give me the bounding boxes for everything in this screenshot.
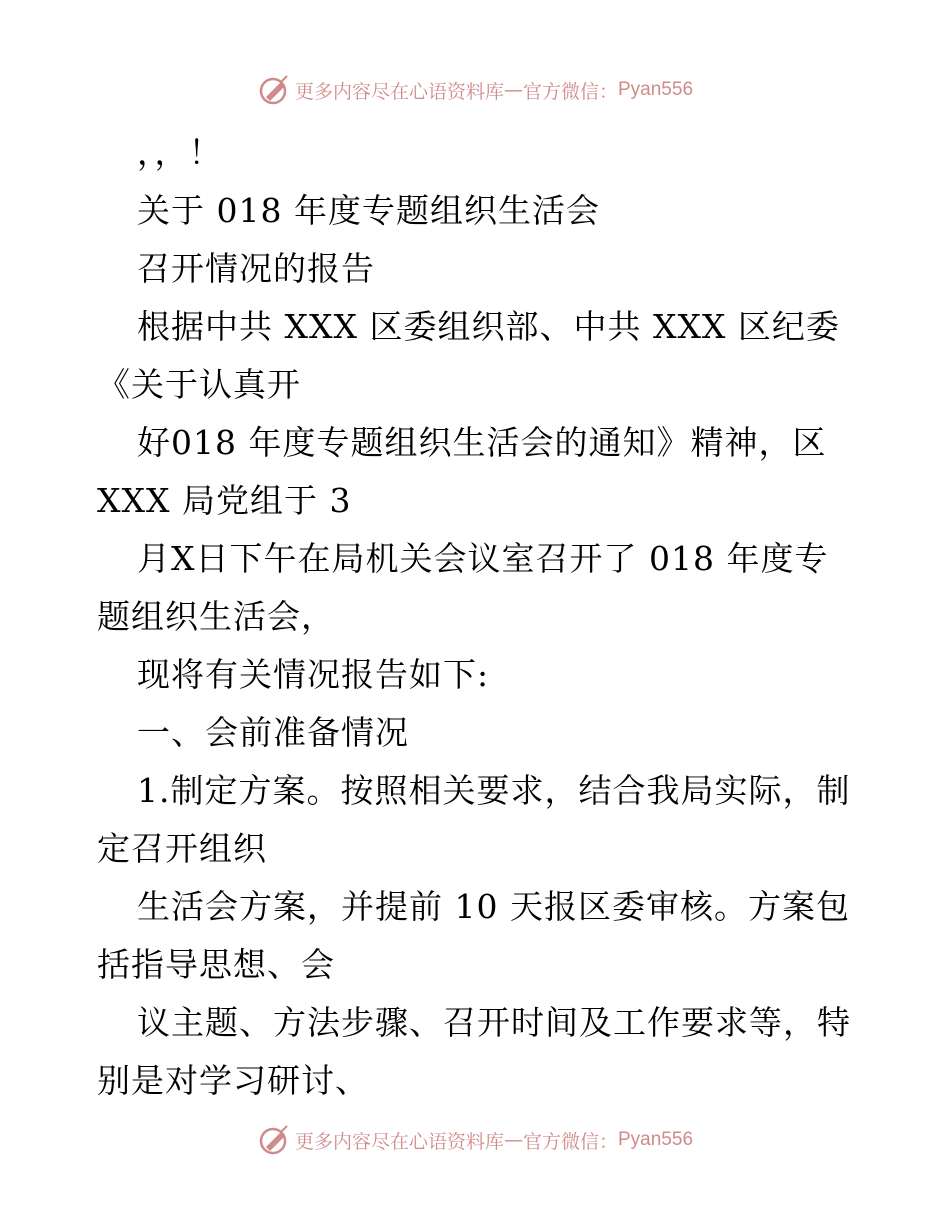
watermark-wechat-id: Pyan556: [618, 79, 694, 100]
pen-logo-icon: [257, 73, 291, 107]
pen-logo-icon: [257, 1123, 291, 1157]
text-line: 月X日下午在局机关会议室召开了 018 年度专: [137, 539, 829, 578]
text-line: 《关于认真开: [97, 365, 301, 404]
text-line: 关于 018 年度专题组织生活会: [137, 191, 600, 230]
watermark-separator: —: [503, 1129, 523, 1151]
text-line: 括指导思想、会: [97, 945, 335, 984]
watermark-text: 更多内容尽在心语资料库: [294, 1130, 504, 1153]
text-line: 1.制定方案。按照相关要求，结合我局实际，制: [137, 771, 851, 810]
document-body: [97, 124, 877, 1110]
text-line: 题组织生活会，: [97, 597, 335, 636]
text-line: 一、会前准备情况: [137, 713, 409, 752]
watermark-wechat-id: Pyan556: [618, 1129, 694, 1150]
text-line: 现将有关情况报告如下:: [137, 655, 490, 694]
watermark-footer: [0, 1120, 950, 1160]
text-line: 召开情况的报告: [137, 249, 375, 288]
text-line: 议主题、方法步骤、召开时间及工作要求等，特: [137, 1003, 851, 1042]
text-line: 别是对学习研讨、: [97, 1061, 369, 1100]
watermark-header: [0, 70, 950, 110]
watermark-text: 更多内容尽在心语资料库: [294, 80, 504, 103]
text-line: 定召开组织: [97, 829, 267, 868]
text-line: 生活会方案，并提前 10 天报区委审核。方案包: [137, 887, 850, 926]
text-line: 好018 年度专题组织生活会的通知》精神，区: [137, 423, 827, 462]
watermark-wechat-label: 官方微信：: [522, 80, 618, 103]
watermark-wechat-label: 官方微信：: [522, 1130, 618, 1153]
watermark-separator: —: [503, 79, 523, 101]
text-line: 根据中共 XXX 区委组织部、中共 XXX 区纪委: [137, 307, 840, 346]
text-line: XXX 局党组于 3: [97, 481, 352, 520]
text-line: ，，！: [137, 133, 223, 172]
